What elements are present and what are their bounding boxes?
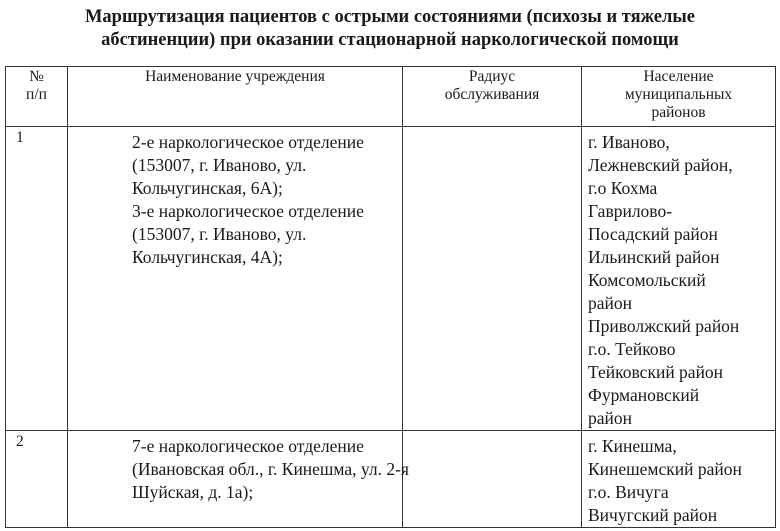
table-header-row <box>6 67 776 127</box>
institution-line: Шуйская, д. 1а); <box>132 482 254 502</box>
header-service-radius <box>403 67 582 127</box>
institution-line: Кольчугинская, 4А); <box>132 247 283 267</box>
institution-cell <box>68 431 409 528</box>
population-line: район <box>588 293 632 313</box>
header-number <box>6 67 68 127</box>
population-line: Фурмановский <box>588 385 700 405</box>
header-institution-name <box>68 67 403 127</box>
header-population-line-1: Население <box>643 68 714 85</box>
population-line: Посадский район <box>588 224 718 244</box>
population-line: район <box>588 408 632 428</box>
radius-cell <box>403 127 582 431</box>
institution-line: (Ивановская обл., г. Кинешма, ул. 2-я <box>132 459 409 479</box>
population-line: Ильинский район <box>588 247 720 267</box>
institution-line: 2-е наркологическое отделение <box>132 132 364 152</box>
header-population-line-2: муниципальных <box>624 86 733 103</box>
header-population-line-3: районов <box>651 104 706 121</box>
header-number-line-2: п/п <box>26 86 47 103</box>
population-cell <box>582 127 776 431</box>
institution-line: (153007, г. Иваново, ул. <box>132 224 307 244</box>
routing-table <box>5 66 776 528</box>
header-radius-line-1: Радиус <box>468 68 516 85</box>
institution-line: 3-е наркологическое отделение <box>132 201 364 221</box>
population-line: Кинешемский район <box>588 459 742 479</box>
population-line: г.о. Вичуга <box>588 482 669 502</box>
population-line: Приволжский район <box>588 316 740 336</box>
institution-line: Кольчугинская, 6А); <box>132 178 283 198</box>
header-radius-line-2: обслуживания <box>444 86 540 103</box>
population-cell <box>582 431 776 528</box>
title-line-2: абстиненции) при оказании стационарной наркологической помощи <box>101 30 679 50</box>
population-line: г. Кинешма, <box>588 436 677 456</box>
header-population <box>582 67 776 127</box>
population-line: г.о Кохма <box>588 178 658 198</box>
population-line: Тейковский район <box>588 362 724 382</box>
institution-line: 7-е наркологическое отделение <box>132 436 364 456</box>
institution-cell <box>68 127 403 431</box>
institution-line: (153007, г. Иваново, ул. <box>132 155 307 175</box>
population-line: г.о. Тейково <box>588 339 676 359</box>
title-line-1: Маршрутизация пациентов с острыми состояниями (психозы и тяжелые <box>84 7 696 27</box>
header-institution-label: Наименование учреждения <box>145 68 325 85</box>
population-line: Лежневский район, <box>588 155 733 175</box>
document-title <box>0 6 780 52</box>
radius-cell <box>403 431 582 528</box>
header-number-line-1: № <box>29 68 44 85</box>
population-line: Вичугский район <box>588 505 718 525</box>
population-line: г. Иваново, <box>588 132 670 152</box>
population-line: Комсомольский <box>588 270 706 290</box>
table-row <box>6 127 776 431</box>
row-number: 2 <box>6 431 68 528</box>
row-number: 1 <box>6 127 68 431</box>
table-row <box>6 431 776 528</box>
population-line: Гаврилово- <box>588 201 673 221</box>
